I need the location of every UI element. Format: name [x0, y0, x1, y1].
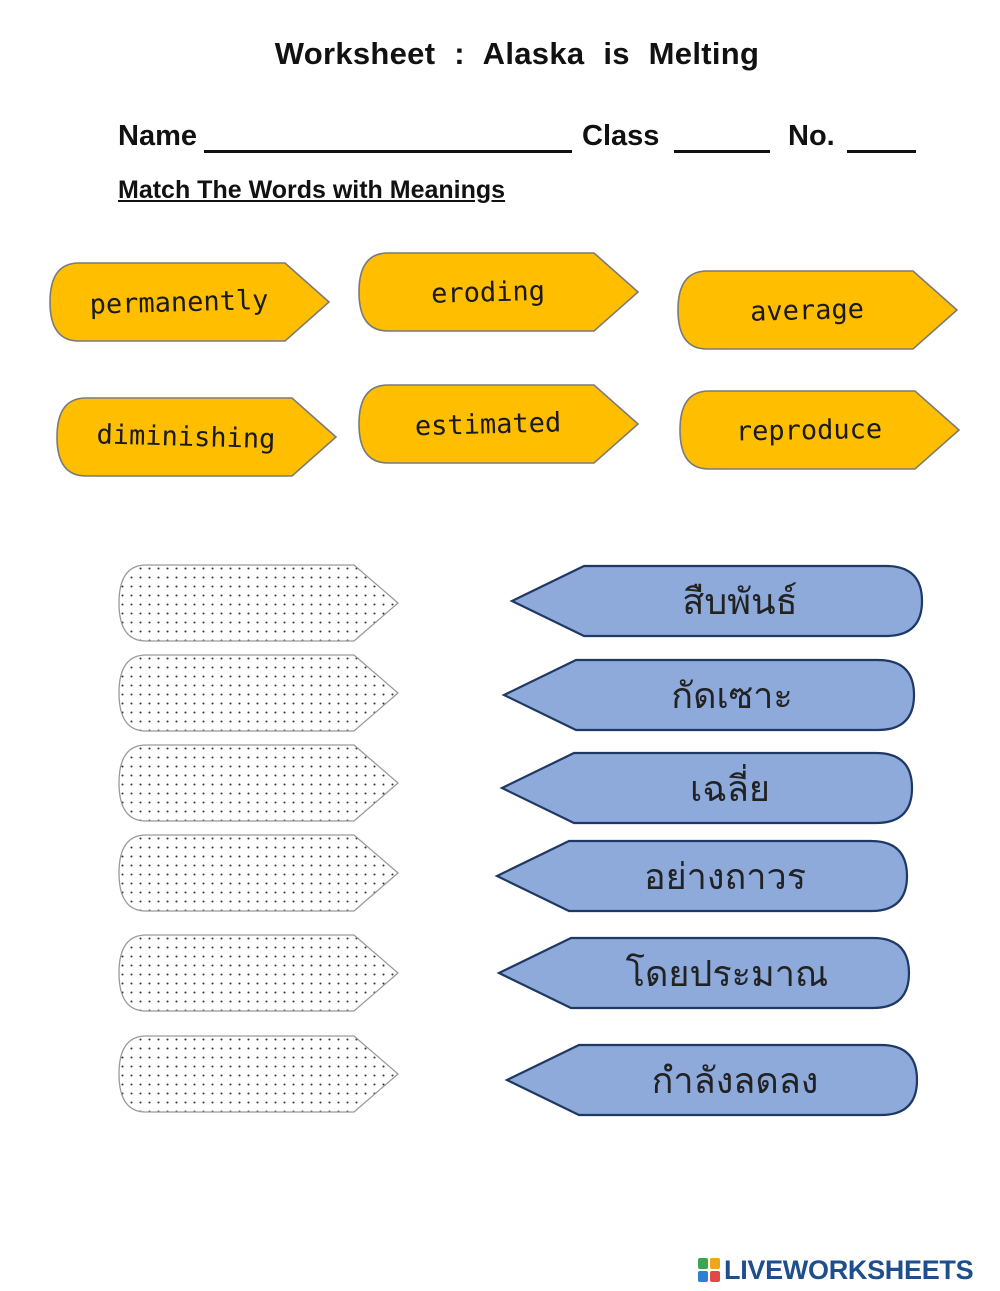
word-tag[interactable] — [49, 262, 331, 342]
word-tag-label: diminishing — [96, 418, 276, 455]
answer-drop-slot[interactable] — [118, 654, 400, 732]
meaning-tag-label: กัดเซาะ — [671, 675, 793, 717]
word-tag-label: average — [749, 293, 865, 328]
student-info-row — [118, 120, 918, 160]
meaning-tag — [495, 840, 909, 912]
word-tag-label: reproduce — [735, 413, 883, 447]
word-tag-label: estimated — [414, 406, 562, 442]
number-label: No. — [788, 120, 835, 152]
name-label: Name — [118, 120, 197, 152]
meaning-tag-label: โดยประมาณ — [625, 953, 829, 995]
word-tag[interactable] — [358, 384, 640, 464]
answer-drop-slot[interactable] — [118, 744, 400, 822]
worksheet-title: Worksheet : Alaska is Melting — [274, 36, 760, 71]
number-blank — [847, 150, 916, 153]
answer-drop-slot[interactable] — [118, 1035, 400, 1113]
word-tag[interactable] — [679, 390, 961, 470]
name-blank — [204, 150, 572, 153]
answer-drop-slot[interactable] — [118, 834, 400, 912]
instruction-heading: Match The Words with Meanings — [118, 176, 506, 204]
meaning-tag-label: กำลังลดลง — [651, 1060, 819, 1102]
meaning-tag-label: เฉลี่ย — [690, 768, 770, 810]
logo-blocks-icon — [698, 1258, 720, 1282]
word-tag[interactable] — [56, 397, 338, 477]
meaning-tag-label: อย่างถาวร — [643, 856, 807, 898]
answer-drop-slot[interactable] — [118, 934, 400, 1012]
meaning-tag — [502, 659, 916, 731]
meaning-tag — [505, 1044, 919, 1116]
meaning-tag — [510, 565, 924, 637]
liveworksheets-logo — [698, 1255, 973, 1285]
meaning-tag — [497, 937, 911, 1009]
meaning-tag-label: สืบพันธ์ — [682, 581, 798, 623]
class-label: Class — [582, 120, 660, 152]
word-tag[interactable] — [358, 252, 640, 332]
word-tag-label: eroding — [430, 275, 546, 310]
class-blank — [674, 150, 770, 153]
word-tag[interactable] — [677, 270, 959, 350]
answer-drop-slot[interactable] — [118, 564, 400, 642]
word-tag-label: permanently — [89, 284, 269, 321]
meaning-tag — [500, 752, 914, 824]
logo-text: LIVEWORKSHEETS — [724, 1254, 974, 1285]
